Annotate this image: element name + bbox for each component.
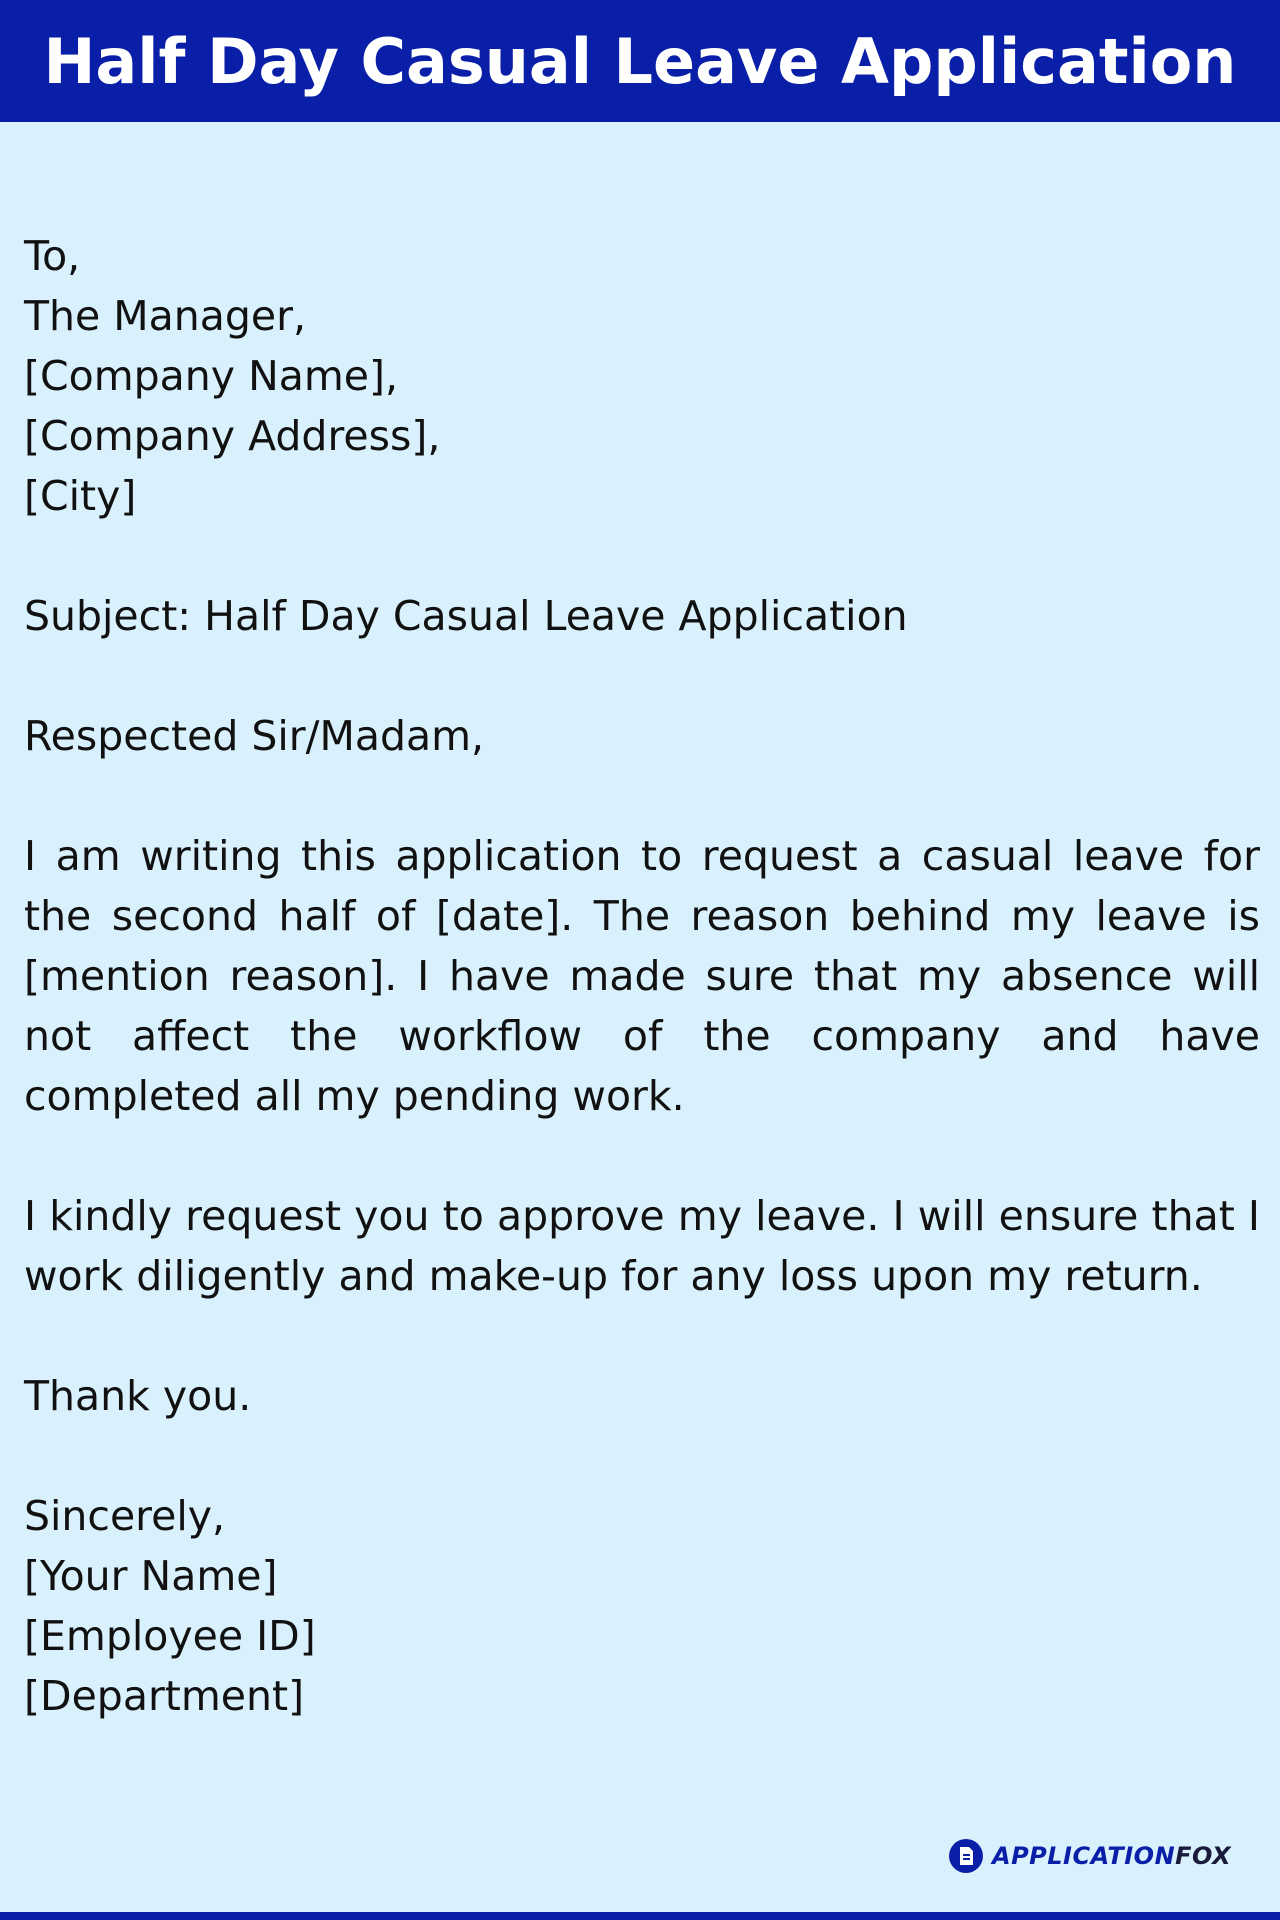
letter-body	[24, 226, 1260, 1726]
address-line: [City]	[24, 472, 137, 520]
subject-line: Subject: Half Day Casual Leave Application	[24, 592, 908, 640]
brand-logo	[948, 1836, 1231, 1876]
address-line: [Company Address],	[24, 412, 441, 460]
body-paragraph-1: I am writing this application to request a casual leave for the second half of [date]. The reason behind my leave is [mention reason]. I have made sure that my absence will not affect the workflow of the company and have completed all my pending work.	[24, 832, 1260, 1120]
signature-line: [Department]	[24, 1672, 305, 1720]
body-paragraph-2: I kindly request you to approve my leave. I will ensure that I work diligently and make-up for any loss upon my return.	[24, 1192, 1260, 1300]
brand-name-part1: APPLICATION	[992, 1842, 1176, 1870]
signature-line: [Your Name]	[24, 1552, 278, 1600]
document-icon	[948, 1838, 984, 1874]
brand-name	[992, 1842, 1231, 1870]
thanks-line: Thank you.	[24, 1372, 252, 1420]
closing-line: Sincerely,	[24, 1492, 226, 1540]
header-banner	[0, 0, 1280, 122]
signature-line: [Employee ID]	[24, 1612, 316, 1660]
salutation: Respected Sir/Madam,	[24, 712, 485, 760]
address-line: The Manager,	[24, 292, 307, 340]
page-title: Half Day Casual Leave Application	[43, 24, 1237, 98]
address-line: [Company Name],	[24, 352, 399, 400]
footer-bar	[0, 1912, 1280, 1920]
brand-name-part2: FOX	[1175, 1842, 1232, 1870]
address-line: To,	[24, 232, 81, 280]
